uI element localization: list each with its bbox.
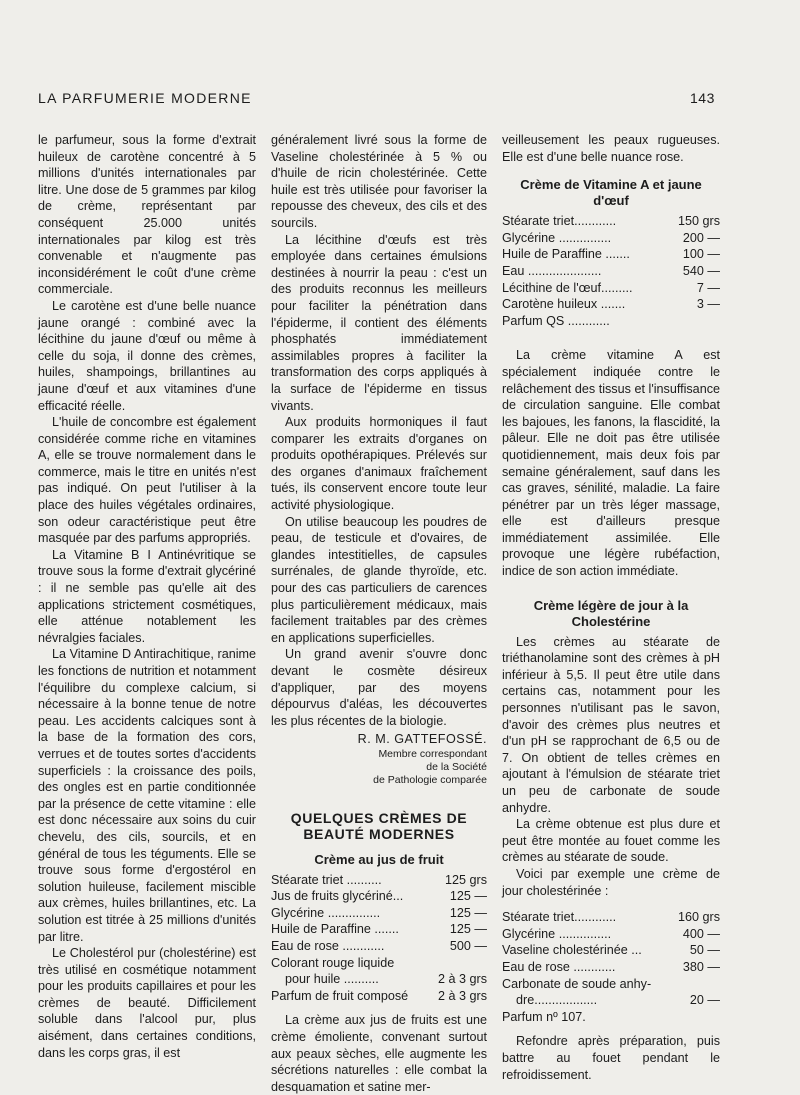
running-header-title: LA PARFUMERIE MODERNE	[38, 90, 252, 106]
ingredient-name: Vaseline cholestérinée ...	[502, 943, 642, 958]
paragraph: La crème vitamine A est spécialement indiquée contre le relâchement des tissus et l'insuffisance de circulation sanguine. Elle combat les bajoues, les fanons, la flascidité, la pâleur. Elle ne doit pas être utilisée quotidiennement, mais deux fois par semaine généralement, sauf dans les cas graves, sénilité, maladie. La faire pénétrer par un très léger massage, elle est d'ailleurs presque immédiatement assimilée. Elle provoque une légère rubéfaction, indice de son action immédiate.	[502, 348, 720, 579]
ingredient-qty: 540 —	[682, 263, 720, 278]
ingredient-name: Carotène huileux .......	[502, 297, 626, 312]
ingredient-qty: 125 grs	[444, 872, 487, 887]
recipe-row	[502, 230, 720, 247]
ingredient-name: Parfum QS ............	[502, 313, 610, 328]
recipe-row	[271, 938, 487, 955]
recipe-row	[271, 988, 487, 1005]
paragraph: Refondre après préparation, puis battre au fouet pendant le refroidissement.	[502, 1034, 720, 1082]
recipe-list	[502, 909, 720, 1025]
recipe-row	[502, 246, 720, 263]
paragraph: Un grand avenir s'ouvre donc devant le cosmète désireux d'appliquer, par des moyens dépourvus d'aléas, les découvertes les plus récentes de la biologie.	[271, 647, 487, 728]
paragraph: veilleusement les peaux rugueuses. Elle est d'une belle nuance rose.	[502, 133, 720, 164]
ingredient-name: Stéarate triet............	[502, 910, 617, 925]
section-heading-line: BEAUTÉ MODERNES	[303, 825, 455, 842]
paragraph: On utilise beaucoup les poudres de peau, de testicule et d'ovaires, de glandes intestitielles, de capsules surrénales, de glande thyroïde, etc. pour des cas particuliers de carences plus particulièrement médicaux, mais facilement traitables par des crèmes en applications superficielles.	[271, 514, 487, 645]
paragraph: La lécithine d'œufs est très employée dans certaines émulsions destinées à nourrir la peau : c'est un des produits reconnus les meilleurs pour faciliter la pénétration dans l'épiderme, il contient des éléments phosphatés immédiatement assimilables propres à faciliter la transformation des corps appliqués à la surface de l'épiderme en tissus vivants.	[271, 232, 487, 413]
spacer	[502, 337, 720, 347]
ingredient-qty: 160 grs	[677, 910, 720, 925]
recipe-title	[502, 598, 720, 630]
paragraph: Voici par exemple une crème de jour cholestérinée :	[502, 866, 720, 898]
ingredient-qty: 380 —	[682, 959, 720, 974]
paragraph: La Vitamine B I Antinévritique se trouve sous la forme d'extrait glycériné : il ne semble pas qu'elle ait des applications strictement cosmétiques, elle atténue notablement les névralgies faciales.	[38, 547, 256, 645]
ingredient-qty: 400 —	[682, 926, 720, 941]
recipe-row	[502, 992, 720, 1009]
ingredient-name: Glycérine ...............	[502, 230, 612, 245]
paragraph: Les crèmes au stéarate de triéthanolamine sont des crèmes à pH inférieur à 5,5. Il peut être utile dans certains cas, notamment pour les personnes n'utilisant pas le savon, d'avoir des crèmes plus neutres et d'un pH se rapprochant de 6,5 ou de 7. On obtient de telles crèmes en ajoutant à l'émulsion de stéarate triet un peu de carbonate de soude anhydre.	[502, 634, 720, 815]
recipe-title-line: Crème légère de jour à la	[533, 597, 689, 613]
recipe-title-line: Cholestérine	[571, 613, 651, 629]
ingredient-name: Lécithine de l'œuf.........	[502, 280, 633, 295]
column-1	[38, 132, 256, 1061]
ingredient-name: Stéarate triet ..........	[271, 872, 382, 887]
recipe-row	[502, 296, 720, 313]
paragraph: Le carotène est d'une belle nuance jaune orangé : combiné avec la lécithine du jaune d'œuf ou même à celle du soja, il donne des crèmes, huiles, shampoings, brillantines au jaune d'œuf et aux vitamines d'une efficacité réelle.	[38, 298, 256, 413]
recipe-title-line: d'œuf	[593, 193, 629, 209]
recipe-row	[271, 888, 487, 905]
ingredient-name: Carbonate de soude anhy-	[502, 976, 652, 991]
recipe-row	[502, 942, 720, 959]
ingredient-name: Eau de rose ............	[502, 959, 616, 974]
ingredient-qty: 2 à 3 grs	[437, 972, 487, 987]
recipe-title	[502, 177, 720, 209]
recipe-row	[271, 905, 487, 922]
paragraph: généralement livré sous la forme de Vaseline cholestérinée à 5 % ou d'huile de ricin cholestérinée. Cette huile est très utilisée pour favoriser la repousse des cheveux, des cils et des sourcils.	[271, 133, 487, 230]
ingredient-qty: 125 —	[449, 905, 487, 920]
ingredient-qty	[716, 313, 720, 330]
paragraph: La crème obtenue est plus dure et peut être montée au fouet comme les crèmes au stéarate de soude.	[502, 817, 720, 865]
column-2	[271, 132, 487, 1095]
ingredient-qty: 200 —	[682, 230, 720, 245]
section-heading	[271, 810, 487, 842]
ingredient-qty: 150 grs	[677, 214, 720, 229]
ingredient-name: Glycérine ...............	[502, 926, 612, 941]
recipe-row	[502, 213, 720, 230]
recipe-row	[502, 313, 720, 330]
author-signature: R. M. GATTEFOSSÉ.	[357, 732, 487, 747]
recipe-row	[502, 959, 720, 976]
ingredient-name: pour huile ..........	[285, 972, 379, 987]
ingredient-name: Huile de Paraffine .......	[502, 247, 630, 262]
recipe-row	[502, 909, 720, 926]
ingredient-name: dre..................	[516, 993, 598, 1008]
paragraph: La crème aux jus de fruits est une crème émoliente, convenant surtout aux peaux sèches, elle augmente les sécrétions naturelles : elle combat la desquamation et satine mer-	[271, 1013, 487, 1094]
recipe-row	[502, 280, 720, 297]
recipe-row	[502, 926, 720, 943]
ingredient-name: Jus de fruits glycériné...	[271, 889, 404, 904]
ingredient-qty: 20 —	[689, 993, 720, 1008]
recipe-list	[271, 872, 487, 1005]
author-role: de la Société	[426, 761, 487, 774]
ingredient-qty: 3 —	[696, 297, 720, 312]
ingredient-qty: 500 —	[449, 938, 487, 953]
recipe-list	[502, 213, 720, 329]
ingredient-qty: 125 —	[449, 889, 487, 904]
ingredient-name: Eau .....................	[502, 263, 602, 278]
recipe-row	[271, 971, 487, 988]
recipe-title: Crème au jus de fruit	[314, 851, 444, 867]
ingredient-name: Colorant rouge liquide	[271, 955, 395, 970]
paragraph: L'huile de concombre est également considérée comme riche en vitamines A, elle se trouve normalement dans le commerce, mais le titre en unités n'est pas indiqué. On peut l'utiliser à la place des huiles végétales ordinaires, son odeur caractéristique peut être masquée par des parfums appropriés.	[38, 415, 256, 546]
recipe-row	[271, 921, 487, 938]
ingredient-name: Parfum de fruit composé	[271, 988, 409, 1003]
section-heading-line: QUELQUES CRÈMES DE	[290, 809, 468, 826]
ingredient-qty: 100 —	[682, 247, 720, 262]
paragraph: Aux produits hormoniques il faut comparer les extraits d'organes on produits opothérapiques. Prélevés sur des organes d'animaux fraîchement tués, ils conservent encore toute leur activité physiologique.	[271, 415, 487, 513]
ingredient-qty: 2 à 3 grs	[437, 988, 487, 1003]
author-role: de Pathologie comparée	[373, 774, 487, 787]
recipe-title-line: Crème de Vitamine A et jaune	[520, 177, 702, 193]
paragraph: La Vitamine D Antirachitique, ranime les fonctions de nutrition et notamment l'équilibre du complexe calcium, si nécessaire à la bonne tenue de notre peau. Les accidents calciques sont à la base de la formation des cors, verrues et de toutes sortes d'accidents superficiels : la croissance des poils, des ongles est en partie conditionnée par la présence de cette vitamine : elle est donc nécessaire aux soins du cuir chevelu, des cils, sourcils, et en général de tous les téguments. Elle se trouve sous forme d'ergostérol en solution huileuse, facilement miscible aux crèmes, huiles brillantines, etc. La solution est titrée à 25 millions d'unités par litre.	[38, 647, 256, 944]
ingredient-qty: 125 —	[449, 922, 487, 937]
ingredient-name: Parfum nº 107.	[502, 1009, 586, 1024]
page-number: 143	[690, 90, 715, 106]
paragraph: le parfumeur, sous la forme d'extrait huileux de carotène concentré à 5 millions d'unités internationales par litre. Une dose de 5 grammes par kilog de crème, représentant par conséquent 25.000 unités internationales par kilog est très convenable et n'augmente pas inconsidérément le coût d'une crème commerciale.	[38, 133, 256, 297]
recipe-row	[271, 872, 487, 889]
ingredient-name: Eau de rose ............	[271, 938, 385, 953]
author-role: Membre correspondant	[378, 747, 487, 760]
ingredient-qty: 50 —	[689, 943, 720, 958]
ingredient-name: Glycérine ...............	[271, 905, 381, 920]
recipe-row	[502, 263, 720, 280]
ingredient-name: Stéarate triet............	[502, 214, 617, 229]
ingredient-qty: 7 —	[696, 280, 720, 295]
paragraph: Le Cholestérol pur (cholestérine) est très utilisé en cosmétique notamment pour les produits capillaires et pour les crèmes de beauté. Difficilement soluble dans l'alcool pur, plus aisément, dans certaines conditions, dans les corps gras, il est	[38, 946, 256, 1060]
ingredient-name: Huile de Paraffine .......	[271, 922, 399, 937]
column-3	[502, 132, 720, 1083]
